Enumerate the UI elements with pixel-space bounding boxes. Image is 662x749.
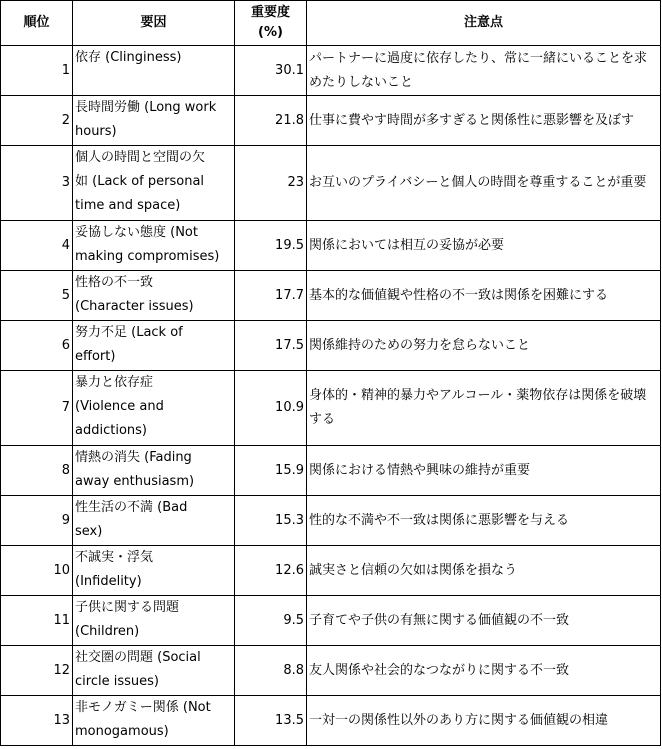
rank-cell: 3 bbox=[1, 146, 73, 221]
factor-cell bbox=[73, 646, 235, 696]
note-cell: 誠実さと信頼の欠如は関係を損なう bbox=[307, 546, 661, 596]
rank-cell: 9 bbox=[1, 496, 73, 546]
rank-cell: 11 bbox=[1, 596, 73, 646]
rank-cell: 10 bbox=[1, 546, 73, 596]
factor-line: sex) bbox=[75, 524, 103, 539]
factor-line: (Violence and bbox=[75, 399, 164, 414]
note-cell: 関係における情熱や興味の維持が重要 bbox=[307, 446, 661, 496]
note-cell: 関係維持のための努力を怠らないこと bbox=[307, 321, 661, 371]
factor-line: 非モノガミー関係 (Not bbox=[75, 700, 211, 715]
rank-cell: 2 bbox=[1, 96, 73, 146]
factor-line: 暴力と依存症 bbox=[75, 375, 154, 390]
header-weight bbox=[235, 1, 307, 46]
factor-line: hours) bbox=[75, 124, 117, 139]
factor-line: 如 (Lack of personal bbox=[75, 174, 205, 189]
table-row bbox=[1, 221, 661, 271]
weight-cell: 17.5 bbox=[235, 321, 307, 371]
weight-cell: 15.9 bbox=[235, 446, 307, 496]
rank-cell: 8 bbox=[1, 446, 73, 496]
note-cell: 仕事に費やす時間が多すぎると関係性に悪影響を及ぼす bbox=[307, 96, 661, 146]
header-row bbox=[1, 1, 661, 46]
factor-cell bbox=[73, 696, 235, 746]
factor-line: 長時間労働 (Long work bbox=[75, 100, 217, 115]
weight-cell: 21.8 bbox=[235, 96, 307, 146]
factor-line: away enthusiasm) bbox=[75, 474, 195, 489]
factor-line: (Children) bbox=[75, 624, 140, 639]
note-cell: 関係においては相互の妥協が必要 bbox=[307, 221, 661, 271]
factor-line: 情熱の消失 (Fading bbox=[75, 450, 192, 465]
factor-cell bbox=[73, 596, 235, 646]
factor-line: (Character issues) bbox=[75, 299, 194, 314]
weight-cell: 13.5 bbox=[235, 696, 307, 746]
header-rank: 順位 bbox=[1, 1, 73, 46]
table-row bbox=[1, 46, 661, 96]
factor-line: making compromises) bbox=[75, 249, 220, 264]
table-row bbox=[1, 496, 661, 546]
factor-line: 努力不足 (Lack of bbox=[75, 325, 183, 340]
rank-cell: 4 bbox=[1, 221, 73, 271]
weight-cell: 8.8 bbox=[235, 646, 307, 696]
table-row bbox=[1, 446, 661, 496]
header-note: 注意点 bbox=[307, 1, 661, 46]
rank-cell: 1 bbox=[1, 46, 73, 96]
header-weight-line1: 重要度 bbox=[250, 5, 290, 20]
weight-cell: 30.1 bbox=[235, 46, 307, 96]
factor-line: 不誠実・浮気 bbox=[75, 550, 154, 565]
factor-cell bbox=[73, 271, 235, 321]
weight-cell: 10.9 bbox=[235, 371, 307, 446]
factor-line: monogamous) bbox=[75, 724, 169, 739]
note-cell: 子育てや子供の有無に関する価値観の不一致 bbox=[307, 596, 661, 646]
rank-cell: 12 bbox=[1, 646, 73, 696]
table-row bbox=[1, 596, 661, 646]
table-body bbox=[1, 46, 661, 746]
weight-cell: 12.6 bbox=[235, 546, 307, 596]
header-weight-line2: (%) bbox=[258, 25, 283, 40]
note-cell: お互いのプライバシーと個人の時間を尊重することが重要 bbox=[307, 146, 661, 221]
table-row bbox=[1, 371, 661, 446]
factor-cell bbox=[73, 496, 235, 546]
factor-line: 個人の時間と空間の欠 bbox=[75, 150, 206, 165]
rank-cell: 5 bbox=[1, 271, 73, 321]
rank-cell: 13 bbox=[1, 696, 73, 746]
factor-cell bbox=[73, 446, 235, 496]
factor-line: 子供に関する問題 bbox=[75, 600, 180, 615]
note-cell: 性的な不満や不一致は関係に悪影響を与える bbox=[307, 496, 661, 546]
table-row bbox=[1, 696, 661, 746]
table-row bbox=[1, 321, 661, 371]
factor-line: 依存 (Clinginess) bbox=[75, 50, 182, 65]
table-row bbox=[1, 96, 661, 146]
factor-cell bbox=[73, 96, 235, 146]
factor-cell bbox=[73, 371, 235, 446]
factor-cell bbox=[73, 321, 235, 371]
header-factor: 要因 bbox=[73, 1, 235, 46]
factor-line: time and space) bbox=[75, 198, 181, 213]
table-row bbox=[1, 271, 661, 321]
weight-cell: 15.3 bbox=[235, 496, 307, 546]
factor-cell bbox=[73, 46, 235, 96]
factor-line: circle issues) bbox=[75, 674, 159, 689]
note-cell: 一対一の関係性以外のあり方に関する価値観の相違 bbox=[307, 696, 661, 746]
table-row bbox=[1, 546, 661, 596]
factor-cell bbox=[73, 221, 235, 271]
note-cell: 友人関係や社会的なつながりに関する不一致 bbox=[307, 646, 661, 696]
factor-cell bbox=[73, 146, 235, 221]
note-cell: パートナーに過度に依存したり、常に一緒にいることを求めたりしないこと bbox=[307, 46, 661, 96]
factor-line: addictions) bbox=[75, 423, 147, 438]
factor-line: 性格の不一致 bbox=[75, 275, 154, 290]
factor-line: effort) bbox=[75, 349, 116, 364]
table-row bbox=[1, 146, 661, 221]
factor-cell bbox=[73, 546, 235, 596]
weight-cell: 17.7 bbox=[235, 271, 307, 321]
weight-cell: 23 bbox=[235, 146, 307, 221]
weight-cell: 19.5 bbox=[235, 221, 307, 271]
rank-cell: 7 bbox=[1, 371, 73, 446]
factor-line: 性生活の不満 (Bad bbox=[75, 500, 188, 515]
table-row bbox=[1, 646, 661, 696]
note-cell: 基本的な価値観や性格の不一致は関係を困難にする bbox=[307, 271, 661, 321]
weight-cell: 9.5 bbox=[235, 596, 307, 646]
factor-line: (Infidelity) bbox=[75, 574, 142, 589]
rank-cell: 6 bbox=[1, 321, 73, 371]
note-cell: 身体的・精神的暴力やアルコール・薬物依存は関係を破壊する bbox=[307, 371, 661, 446]
factor-line: 社交圏の問題 (Social bbox=[75, 650, 201, 665]
factor-line: 妥協しない態度 (Not bbox=[75, 225, 198, 240]
